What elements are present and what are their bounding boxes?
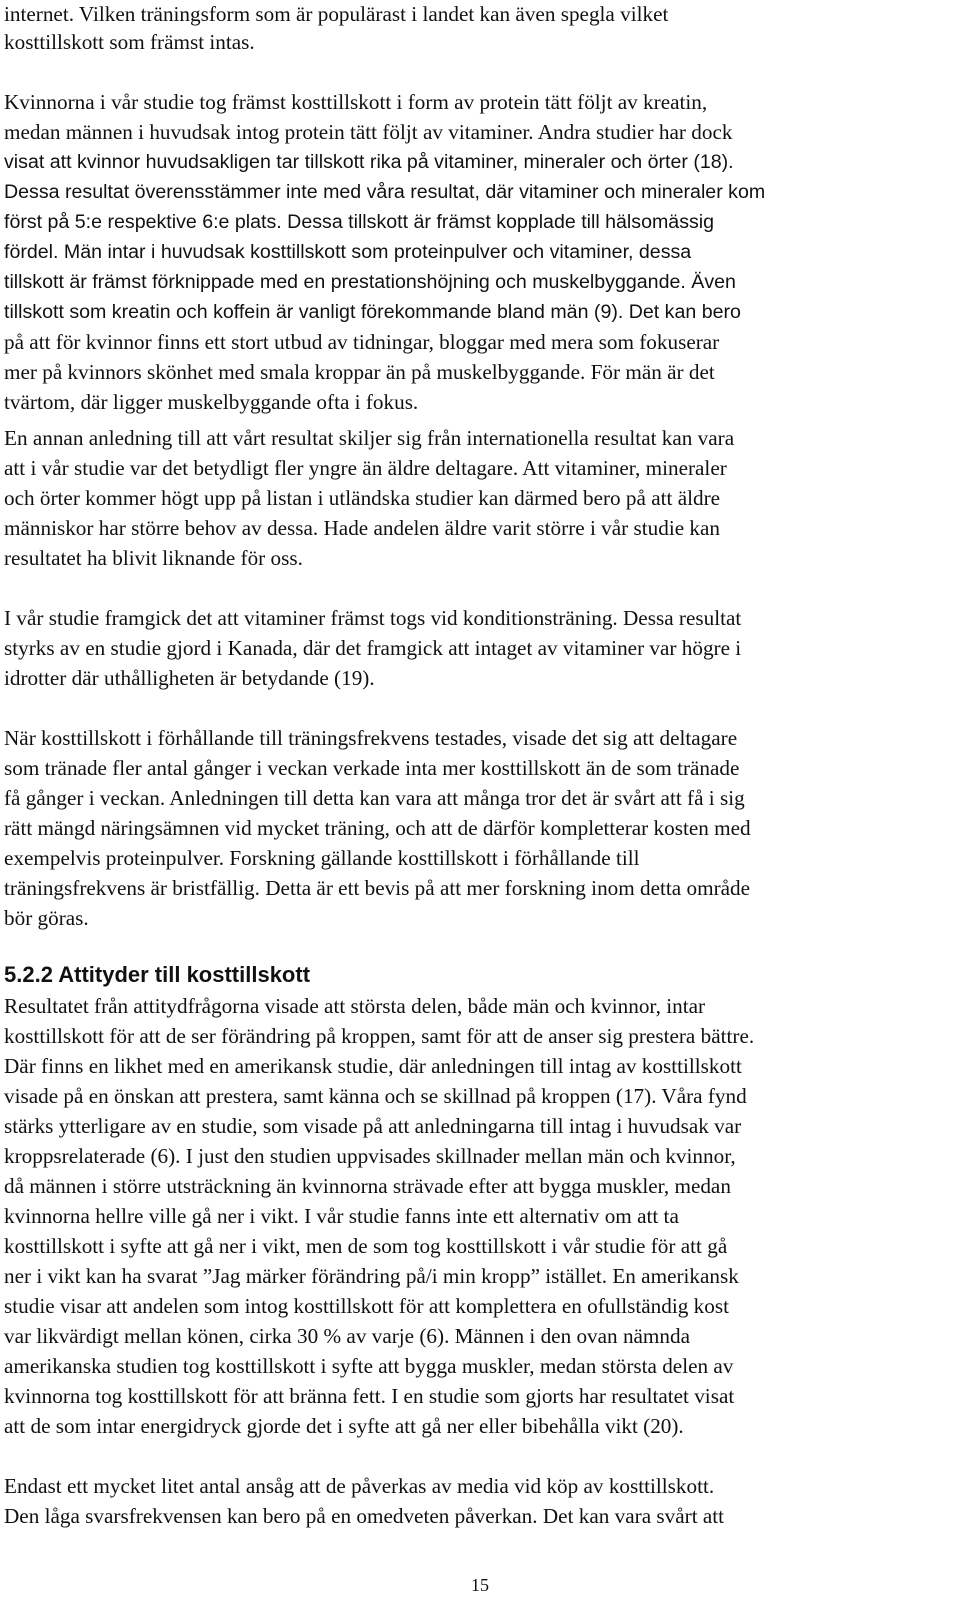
- text-line: och örter kommer högt upp på listan i utländska studier kan därmed bero på att äldre: [4, 486, 721, 510]
- text-line: Den låga svarsfrekvensen kan bero på en omedveten påverkan. Det kan vara svårt att: [4, 1504, 725, 1528]
- text-line: När kosttillskott i förhållande till träningsfrekvens testades, visade det sig att deltagare: [4, 726, 738, 750]
- text-line: visat att kvinnor huvudsakligen tar tillskott rika på vitaminer, mineraler och örter (18).: [4, 151, 734, 173]
- text-line: mer på kvinnors skönhet med smala kroppar än på muskelbyggande. För män är det: [4, 360, 715, 384]
- text-line: stärks ytterligare av en studie, som visade på att anledningarna till intag i huvudsak var: [4, 1114, 742, 1138]
- text-line: Där finns en likhet med en amerikansk studie, där anledningen till intag av kosttillskott: [4, 1054, 742, 1078]
- text-line: var likvärdigt mellan könen, cirka 30 % av varje (6). Männen i den ovan nämnda: [4, 1324, 691, 1348]
- text-line: ner i vikt kan ha svarat ”Jag märker förändring på/i min kropp” istället. En amerikansk: [4, 1264, 739, 1288]
- text-line: Endast ett mycket litet antal ansåg att de påverkas av media vid köp av kosttillskott.: [4, 1474, 715, 1498]
- text-line: tillskott är främst förknippade med en prestationshöjning och muskelbyggande. Även: [4, 271, 736, 293]
- text-line: bör göras.: [4, 906, 89, 930]
- text-line: kosttillskott som främst intas.: [4, 30, 255, 54]
- text-line: idrotter där uthålligheten är betydande (19).: [4, 666, 375, 690]
- text-line: då männen i större utsträckning än kvinnorna strävade efter att bygga muskler, medan: [4, 1174, 731, 1198]
- text-line: En annan anledning till att vårt resultat skiljer sig från internationella resultat kan vara: [4, 426, 735, 450]
- text-line: Dessa resultat överensstämmer inte med våra resultat, där vitaminer och mineraler kom: [4, 181, 766, 203]
- text-line: kroppsrelaterade (6). I just den studien uppvisades skillnader mellan män och kvinnor,: [4, 1144, 736, 1168]
- text-line: kosttillskott i syfte att gå ner i vikt, men de som tog kosttillskott i vår studie för att gå: [4, 1234, 728, 1258]
- text-line: medan männen i huvudsak intog protein tätt följt av vitaminer. Andra studier har dock: [4, 120, 733, 144]
- section-heading: 5.2.2 Attityder till kosttillskott: [4, 962, 311, 987]
- text-line: I vår studie framgick det att vitaminer främst togs vid konditionsträning. Dessa resultat: [4, 606, 742, 630]
- text-line: först på 5:e respektive 6:e plats. Dessa tillskott är främst kopplade till hälsomässig: [4, 211, 715, 233]
- text-line: fördel. Män intar i huvudsak kosttillskott som proteinpulver och vitaminer, dessa: [4, 241, 692, 263]
- text-line: styrks av en studie gjord i Kanada, där det framgick att intaget av vitaminer var högre i: [4, 636, 742, 660]
- text-line: rätt mängd näringsämnen vid mycket träning, och att de därför kompletterar kosten med: [4, 816, 751, 840]
- text-line: internet. Vilken träningsform som är populärast i landet kan även spegla vilket: [4, 2, 669, 26]
- text-line: att i vår studie var det betydligt fler yngre än äldre deltagare. Att vitaminer, mineraler: [4, 456, 727, 480]
- text-line: träningsfrekvens är bristfällig. Detta är ett bevis på att mer forskning inom detta område: [4, 876, 751, 900]
- text-line: få gånger i veckan. Anledningen till detta kan vara att många tror det är svårt att få i sig: [4, 786, 745, 810]
- text-line: Resultatet från attitydfrågorna visade att största delen, både män och kvinnor, intar: [4, 994, 706, 1018]
- page-number: 15: [471, 1575, 489, 1595]
- text-line: resultatet ha blivit liknande för oss.: [4, 546, 303, 570]
- text-line: kvinnorna tog kosttillskott för att bränna fett. I en studie som gjorts har resultatet visat: [4, 1384, 735, 1408]
- text-line: amerikanska studien tog kosttillskott i syfte att bygga muskler, medan största delen av: [4, 1354, 734, 1378]
- text-line: som tränade fler antal gånger i veckan verkade inta mer kosttillskott än de som tränade: [4, 756, 740, 780]
- text-line: Kvinnorna i vår studie tog främst kosttillskott i form av protein tätt följt av kreatin,: [4, 90, 708, 114]
- text-line: att de som intar energidryck gjorde det i syfte att gå ner eller bibehålla vikt (20).: [4, 1414, 684, 1438]
- text-line: kvinnorna hellre ville gå ner i vikt. I vår studie fanns inte ett alternativ om att ta: [4, 1204, 679, 1228]
- text-line: exempelvis proteinpulver. Forskning gällande kosttillskott i förhållande till: [4, 846, 640, 870]
- text-line: tillskott som kreatin och koffein är vanligt förekommande bland män (9). Det kan bero: [4, 301, 741, 323]
- text-line: på att för kvinnor finns ett stort utbud av tidningar, bloggar med mera som fokuserar: [4, 330, 720, 354]
- text-line: tvärtom, där ligger muskelbyggande ofta i fokus.: [4, 390, 419, 414]
- text-line: människor har större behov av dessa. Hade andelen äldre varit större i vår studie kan: [4, 516, 720, 540]
- text-line: studie visar att andelen som intog kosttillskott för att komplettera en ofullständig kost: [4, 1294, 729, 1318]
- text-line: kosttillskott för att de ser förändring på kroppen, samt för att de anser sig prestera bättre.: [4, 1024, 755, 1048]
- text-line: visade på en önskan att prestera, samt känna och se skillnad på kroppen (17). Våra fynd: [4, 1084, 747, 1108]
